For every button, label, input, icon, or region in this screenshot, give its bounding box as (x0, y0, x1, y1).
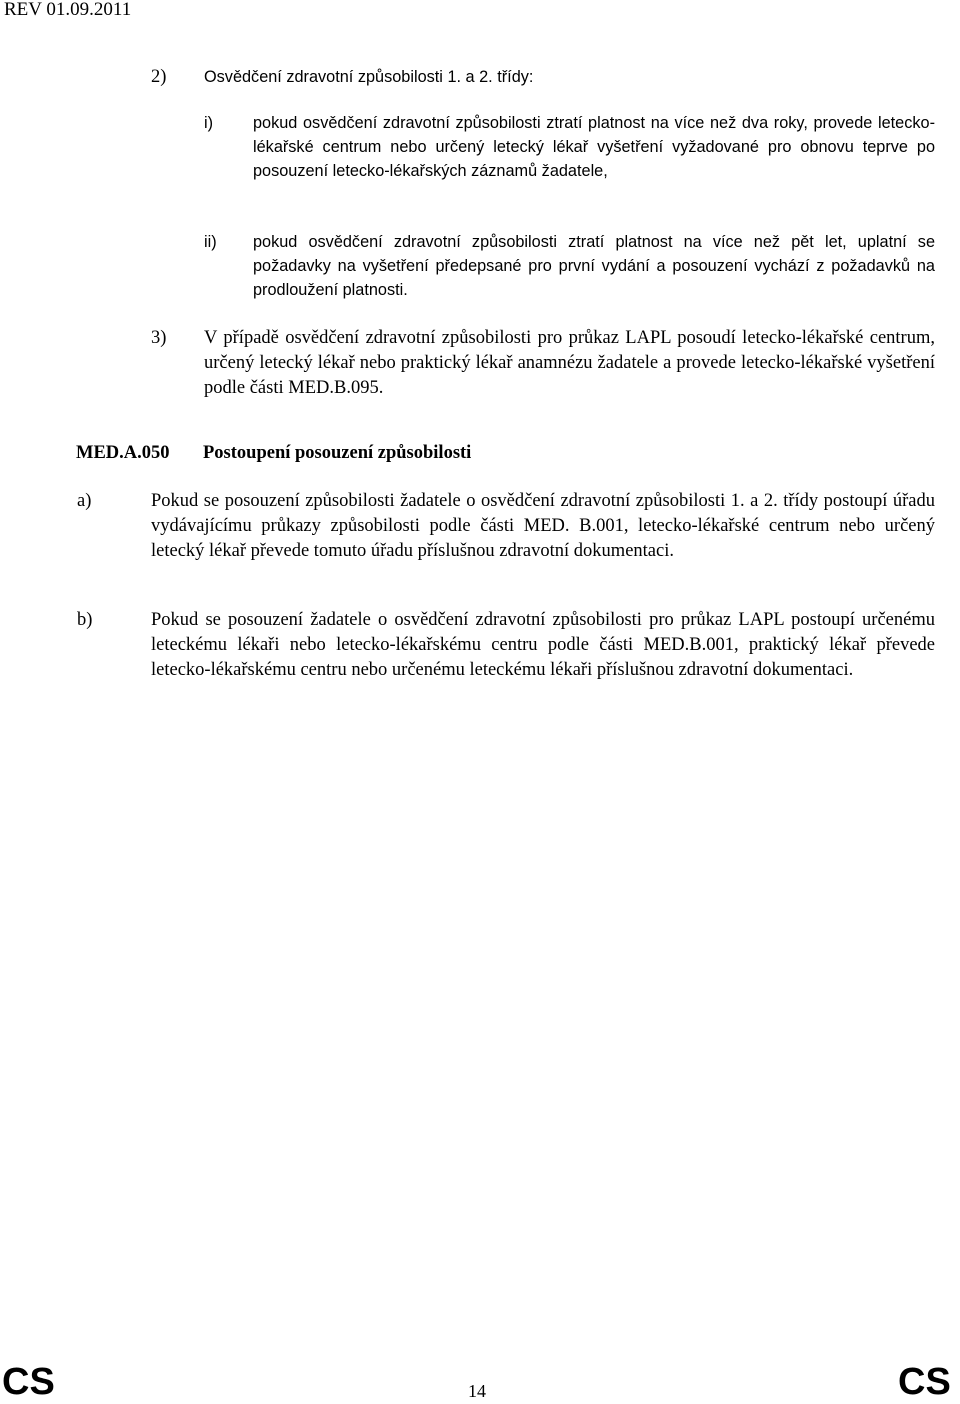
item-a-label: a) (77, 491, 92, 511)
section-code: MED.A.050 (76, 443, 170, 463)
item-b-label: b) (77, 610, 93, 630)
footer-language-code-right: CS (898, 1361, 951, 1403)
item-2-i-text: pokud osvědčení zdravotní způsobilosti ztratí platnost na více než dva roky, provede letecko-lékařské centrum nebo určený letecký lékař vyšetření vyžadované pro obnovu teprve po posouzení letecko-lékařských záznamů žadatele, (253, 114, 935, 180)
revision-header: REV 01.09.2011 (4, 0, 132, 20)
item-2-ii-text: pokud osvědčení zdravotní způsobilosti ztratí platnost na více než pět let, uplatní se požadavky na vyšetření předepsané pro první vydání a posouzení vychází z požadavků na prodloužení platnosti. (253, 233, 935, 299)
page-number: 14 (468, 1381, 486, 1401)
item-3-text: V případě osvědčení zdravotní způsobilosti pro průkaz LAPL posoudí letecko-lékařské centrum, určený letecký lékař nebo praktický lékař anamnézu žadatele a provede letecko-lékařské vyšetření podle části MED.B.095. (204, 328, 935, 398)
item-2-i-label: i) (204, 114, 214, 132)
footer-language-code-left: CS (2, 1361, 55, 1403)
item-2-ii-label: ii) (204, 233, 217, 251)
section-title: Postoupení posouzení způsobilosti (203, 443, 472, 463)
item-a-text: Pokud se posouzení způsobilosti žadatele o osvědčení zdravotní způsobilosti 1. a 2. třídy postoupí úřadu vydávajícímu průkazy způsobilosti podle části MED. B.001, letecko-lékařské centrum nebo určený letecký lékař převede tomuto úřadu příslušnou zdravotní dokumentaci. (151, 491, 935, 561)
item-2-number: 2) (151, 67, 167, 87)
item-3-number: 3) (151, 328, 167, 348)
item-b-text: Pokud se posouzení žadatele o osvědčení zdravotní způsobilosti pro průkaz LAPL postoupí určenému leteckému lékaři nebo letecko-lékařskému centru podle části MED.B.001, praktický lékař převede letecko-lékařskému centru nebo určenému leteckému lékaři příslušnou zdravotní dokumentaci. (151, 610, 935, 680)
item-2-title: Osvědčení zdravotní způsobilosti 1. a 2. třídy: (204, 68, 534, 86)
